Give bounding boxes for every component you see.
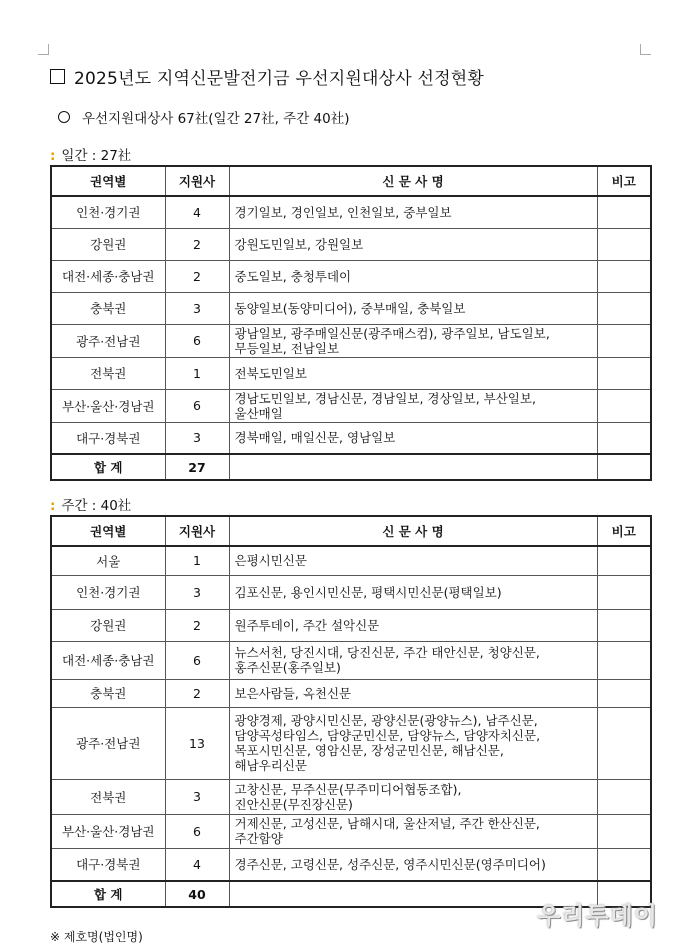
count-cell: 6	[165, 641, 229, 679]
newspaper-names-line: 경남도민일보, 경남신문, 경남일보, 경상일보, 부산일보,	[234, 390, 536, 406]
note-cell	[597, 679, 651, 707]
daily-table-body	[51, 196, 651, 480]
newspaper-names-line: 보은사람들, 옥천신문	[234, 685, 352, 701]
footnote: ※ 제호명(법인명)	[50, 930, 143, 944]
newspaper-names-cell	[229, 546, 597, 575]
table-row	[51, 357, 651, 389]
note-cell	[597, 292, 651, 324]
total-names-cell	[229, 454, 597, 480]
newspaper-names-line: 강원도민일보, 강원일보	[234, 236, 364, 252]
table-row	[51, 814, 651, 848]
region-cell: 인천·경기권	[51, 575, 165, 609]
region-cell: 광주·전남권	[51, 324, 165, 357]
region-cell: 부산·울산·경남권	[51, 814, 165, 848]
header-note: 비고	[597, 516, 651, 546]
newspaper-names-cell	[229, 260, 597, 292]
count-cell: 6	[165, 324, 229, 357]
newspaper-names-line: 원주투데이, 주간 설악신문	[234, 617, 380, 633]
summary-line	[58, 107, 349, 127]
header-note: 비고	[597, 166, 651, 196]
table-row	[51, 707, 651, 779]
total-note-cell	[597, 454, 651, 480]
newspaper-names-line: 동양일보(동양미디어), 중부매일, 충북일보	[234, 300, 466, 316]
newspaper-names-line: 진안신문(무진장신문)	[234, 796, 353, 812]
header-names: 신 문 사 명	[229, 516, 597, 546]
count-cell: 1	[165, 357, 229, 389]
note-cell	[597, 546, 651, 575]
newspaper-names-cell	[229, 292, 597, 324]
note-cell	[597, 779, 651, 814]
newspaper-names-cell	[229, 575, 597, 609]
newspaper-names-line: 경북매일, 매일신문, 영남일보	[234, 430, 396, 446]
region-cell: 대구·경북권	[51, 422, 165, 454]
newspaper-names-line: 목포시민신문, 영암신문, 장성군민신문, 해남신문,	[234, 743, 504, 758]
region-cell: 강원권	[51, 228, 165, 260]
header-row	[51, 516, 651, 546]
newspaper-names-cell	[229, 641, 597, 679]
newspaper-names-line: 중도일보, 충청투데이	[234, 268, 352, 284]
table-row	[51, 228, 651, 260]
total-label: 합 계	[51, 881, 165, 907]
note-cell	[597, 422, 651, 454]
note-cell	[597, 707, 651, 779]
newspaper-names-line: 홍주신문(홍주일보)	[234, 660, 341, 675]
daily-section-label	[50, 144, 131, 164]
count-cell: 13	[165, 707, 229, 779]
region-cell: 충북권	[51, 679, 165, 707]
table-row	[51, 292, 651, 324]
region-cell: 충북권	[51, 292, 165, 324]
summary-text: 우선지원대상사 67社(일간 27社, 주간 40社)	[82, 111, 350, 127]
newspaper-names-line: 광양경제, 광양시민신문, 광양신문(광양뉴스), 남주신문,	[234, 713, 538, 728]
newspaper-names-line: 담양곡성타임스, 담양군민신문, 담양뉴스, 담양자치신문,	[234, 728, 541, 743]
weekly-table-body	[51, 546, 651, 907]
count-cell: 1	[165, 546, 229, 575]
table-row	[51, 422, 651, 454]
newspaper-names-line: 김포신문, 용인시민신문, 평택시민신문(평택일보)	[234, 584, 502, 600]
header-region: 권역별	[51, 516, 165, 546]
table-row	[51, 324, 651, 357]
count-cell: 3	[165, 779, 229, 814]
region-cell: 대전·세종·충남권	[51, 260, 165, 292]
count-cell: 2	[165, 609, 229, 641]
weekly-label-text: 주간 : 40社	[61, 498, 132, 514]
newspaper-names-line: 광남일보, 광주매일신문(광주매스컴), 광주일보, 남도일보,	[234, 325, 550, 341]
count-cell: 2	[165, 679, 229, 707]
newspaper-names-line: 울산매일	[234, 405, 283, 421]
note-cell	[597, 357, 651, 389]
crop-mark-top-right	[640, 44, 651, 55]
square-bullet-icon	[50, 69, 65, 84]
header-row	[51, 166, 651, 196]
daily-label-text: 일간 : 27社	[61, 148, 132, 164]
newspaper-names-cell	[229, 814, 597, 848]
daily-table	[50, 165, 652, 481]
note-cell	[597, 575, 651, 609]
header-region: 권역별	[51, 166, 165, 196]
count-cell: 3	[165, 292, 229, 324]
table-row	[51, 848, 651, 881]
colon-marker-icon: :	[50, 498, 56, 514]
note-cell	[597, 196, 651, 228]
region-cell: 대구·경북권	[51, 848, 165, 881]
watermark-logo: 우리투데이	[537, 902, 658, 930]
region-cell: 서울	[51, 546, 165, 575]
count-cell: 6	[165, 389, 229, 422]
total-label: 합 계	[51, 454, 165, 480]
region-cell: 전북권	[51, 357, 165, 389]
count-cell: 2	[165, 260, 229, 292]
table-row	[51, 260, 651, 292]
newspaper-names-line: 무등일보, 전남일보	[234, 340, 340, 356]
count-cell: 3	[165, 575, 229, 609]
newspaper-names-cell	[229, 422, 597, 454]
total-row	[51, 454, 651, 480]
region-cell: 대전·세종·충남권	[51, 641, 165, 679]
newspaper-names-line: 경주신문, 고령신문, 성주신문, 영주시민신문(영주미디어)	[234, 856, 546, 872]
note-cell	[597, 848, 651, 881]
newspaper-names-line: 은평시민신문	[234, 553, 307, 569]
count-cell: 2	[165, 228, 229, 260]
note-cell	[597, 260, 651, 292]
table-row	[51, 575, 651, 609]
colon-marker-icon: :	[50, 148, 56, 164]
newspaper-names-line: 거제신문, 고성신문, 남해시대, 울산저널, 주간 한산신문,	[234, 816, 540, 831]
circle-bullet-icon	[58, 111, 70, 123]
newspaper-names-cell	[229, 609, 597, 641]
newspaper-names-cell	[229, 357, 597, 389]
table-row	[51, 389, 651, 422]
newspaper-names-cell	[229, 848, 597, 881]
newspaper-names-cell	[229, 389, 597, 422]
table-row	[51, 196, 651, 228]
header-count: 지원사	[165, 516, 229, 546]
count-cell: 6	[165, 814, 229, 848]
note-cell	[597, 389, 651, 422]
weekly-section-label	[50, 494, 131, 514]
region-cell: 강원권	[51, 609, 165, 641]
newspaper-names-cell	[229, 324, 597, 357]
weekly-table	[50, 515, 652, 908]
title-text: 2025년도 지역신문발전기금 우선지원대상사 선정현황	[74, 69, 484, 89]
document-title	[50, 64, 484, 89]
note-cell	[597, 228, 651, 260]
table-row	[51, 546, 651, 575]
newspaper-names-line: 경기일보, 경인일보, 인천일보, 중부일보	[234, 204, 452, 220]
note-cell	[597, 324, 651, 357]
note-cell	[597, 641, 651, 679]
newspaper-names-cell	[229, 679, 597, 707]
region-cell: 전북권	[51, 779, 165, 814]
count-cell: 3	[165, 422, 229, 454]
newspaper-names-cell	[229, 779, 597, 814]
total-count: 27	[165, 454, 229, 480]
newspaper-names-line: 뉴스서천, 당진시대, 당진신문, 주간 태안신문, 청양신문,	[234, 645, 540, 660]
table-row	[51, 609, 651, 641]
header-count: 지원사	[165, 166, 229, 196]
table-row	[51, 679, 651, 707]
newspaper-names-cell	[229, 707, 597, 779]
count-cell: 4	[165, 196, 229, 228]
header-names: 신 문 사 명	[229, 166, 597, 196]
table-row	[51, 641, 651, 679]
table-row	[51, 779, 651, 814]
newspaper-names-line: 주간함양	[234, 831, 283, 846]
note-cell	[597, 609, 651, 641]
crop-mark-top-left	[38, 44, 49, 55]
region-cell: 인천·경기권	[51, 196, 165, 228]
total-count: 40	[165, 881, 229, 907]
note-cell	[597, 814, 651, 848]
region-cell: 부산·울산·경남권	[51, 389, 165, 422]
newspaper-names-line: 고창신문, 무주신문(무주미디어협동조합),	[234, 781, 462, 797]
newspaper-names-cell	[229, 196, 597, 228]
newspaper-names-line: 전북도민일보	[234, 365, 307, 381]
count-cell: 4	[165, 848, 229, 881]
newspaper-names-cell	[229, 228, 597, 260]
newspaper-names-line: 해남우리신문	[234, 758, 307, 773]
region-cell: 광주·전남권	[51, 707, 165, 779]
